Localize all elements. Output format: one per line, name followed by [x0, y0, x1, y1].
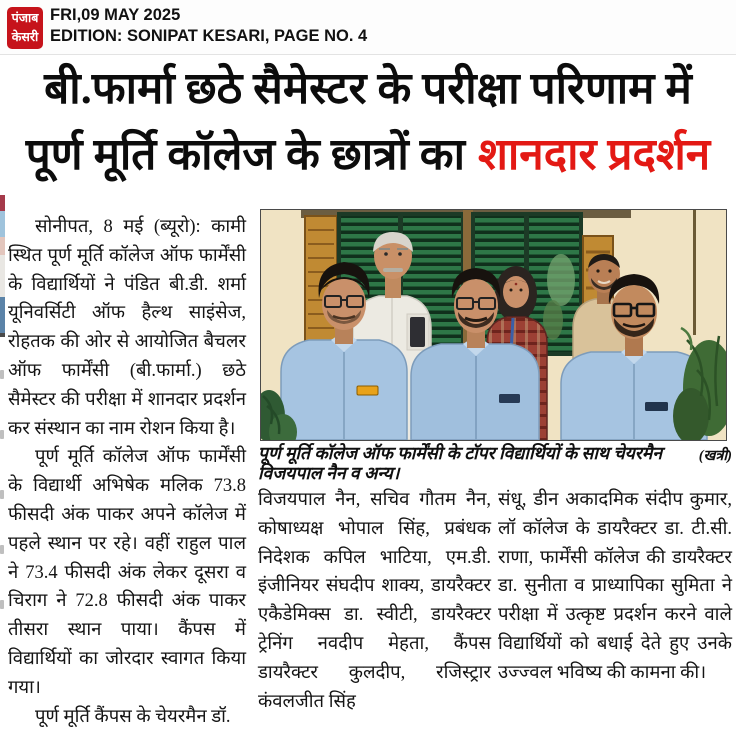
photo-caption	[258, 444, 732, 483]
article-column-right	[498, 486, 732, 688]
publication-date: FRI,09 MAY 2025	[50, 6, 181, 24]
paragraph-chairman-lead: पूर्ण मूर्ति कैंपस के चेयरमैन डॉ.	[35, 706, 231, 727]
article-column-left	[8, 213, 246, 731]
paragraph-dateline: सोनीपत, 8 मई (ब्यूरो): कामी स्थित पूर्ण मूर्ति कॉलेज ऑफ फार्मेंसी के विद्यार्थियों ने पंडित बी.डी. शर्मा यूनिवर्सिटी ऑफ हैल्थ साइंसेज, रोहतक की ओर से आयोजित बैचलर ऑफ फार्मेंसी (बी.फार्मा.) छठे सैमेस्टर की परीक्षा में शानदार प्रदर्शन कर संस्थान का नाम रोशन किया है।	[8, 217, 246, 439]
page-edge-cropped-text	[0, 430, 4, 439]
paragraph-results: पूर्ण मूर्ति कॉलेज ऑफ फार्मेंसी के विद्यार्थी अभिषेक मलिक 73.8 फीसदी अंक पाकर अपने कॉलेज में पहले स्थान पर रहे। वहीं राहुल पाल ने 73.4 फीसदी अंक लेकर दूसरा व चिराग ने 72.8 फीसदी अंक पाकर तीसरा स्थान पाया। कैंपस में विद्यार्थियों का जोरदार स्वागत किया गया।	[8, 447, 246, 698]
logo-word-bottom: केसरी	[11, 30, 39, 44]
edition-info: EDITION: SONIPAT KESARI, PAGE NO. 4	[50, 27, 368, 45]
article-column-middle	[258, 486, 491, 716]
page-edge-cropped-text	[0, 490, 4, 499]
logo-word-top: पंजाब	[11, 10, 39, 25]
article-headline	[4, 56, 732, 188]
page-edge-cropped-text	[0, 545, 4, 554]
headline-line-2-red: शानदार प्रदर्शन	[477, 130, 711, 179]
paragraph-officials-1: विजयपाल नैन, सचिव गौतम नैन, कोषाध्यक्ष भोपाल सिंह, प्रबंधक निदेशक कपिल भाटिया, एम.डी. इंजीनियर संघदीप शाक्य, डायरैक्टर एकैडेमिक्स डा. स्वीटी, डायरैक्टर ट्रेनिंग नवदीप मेहता, कैंपस डायरैक्टर कुलदीप, रजिस्ट्रार कंवलजीत सिंह	[258, 490, 491, 712]
headline-line-2	[4, 122, 732, 188]
page-edge-cropped-text	[0, 370, 4, 379]
page-edge-cropped-text	[0, 600, 4, 609]
group-photo-illustration	[261, 210, 726, 440]
photo-credit: (खत्री)	[698, 448, 732, 464]
punjab-kesari-logo	[7, 7, 43, 49]
page-edge-cropped-image	[0, 195, 5, 337]
paragraph-officials-2: संधू, डीन अकादमिक संदीप कुमार, लॉ कॉलेज के डायरैक्टर डा. टी.सी. राणा, फार्मेंसी कॉलेज की डायरैक्टर डा. सुनीता व प्राध्यापिका सुमिता ने परीक्षा में उत्कृष्ट प्रदर्शन करने वाले विद्यार्थियों को बधाई देते हुए उनके उज्ज्वल भविष्य की कामना की।	[498, 490, 732, 683]
group-photo	[260, 209, 727, 441]
headline-line-2-black: पूर्ण मूर्ति कॉलेज के छात्रों का	[25, 130, 465, 179]
masthead-bar	[0, 0, 736, 55]
photo-caption-text: पूर्ण मूर्ति कॉलेज ऑफ फार्मेंसी के टॉपर विद्यार्थियों के साथ चेयरमैन विजयपाल नैन व अन्य।	[258, 443, 663, 483]
headline-line-1: बी.फार्मा छठे सैमेस्टर के परीक्षा परिणाम में	[44, 64, 692, 113]
